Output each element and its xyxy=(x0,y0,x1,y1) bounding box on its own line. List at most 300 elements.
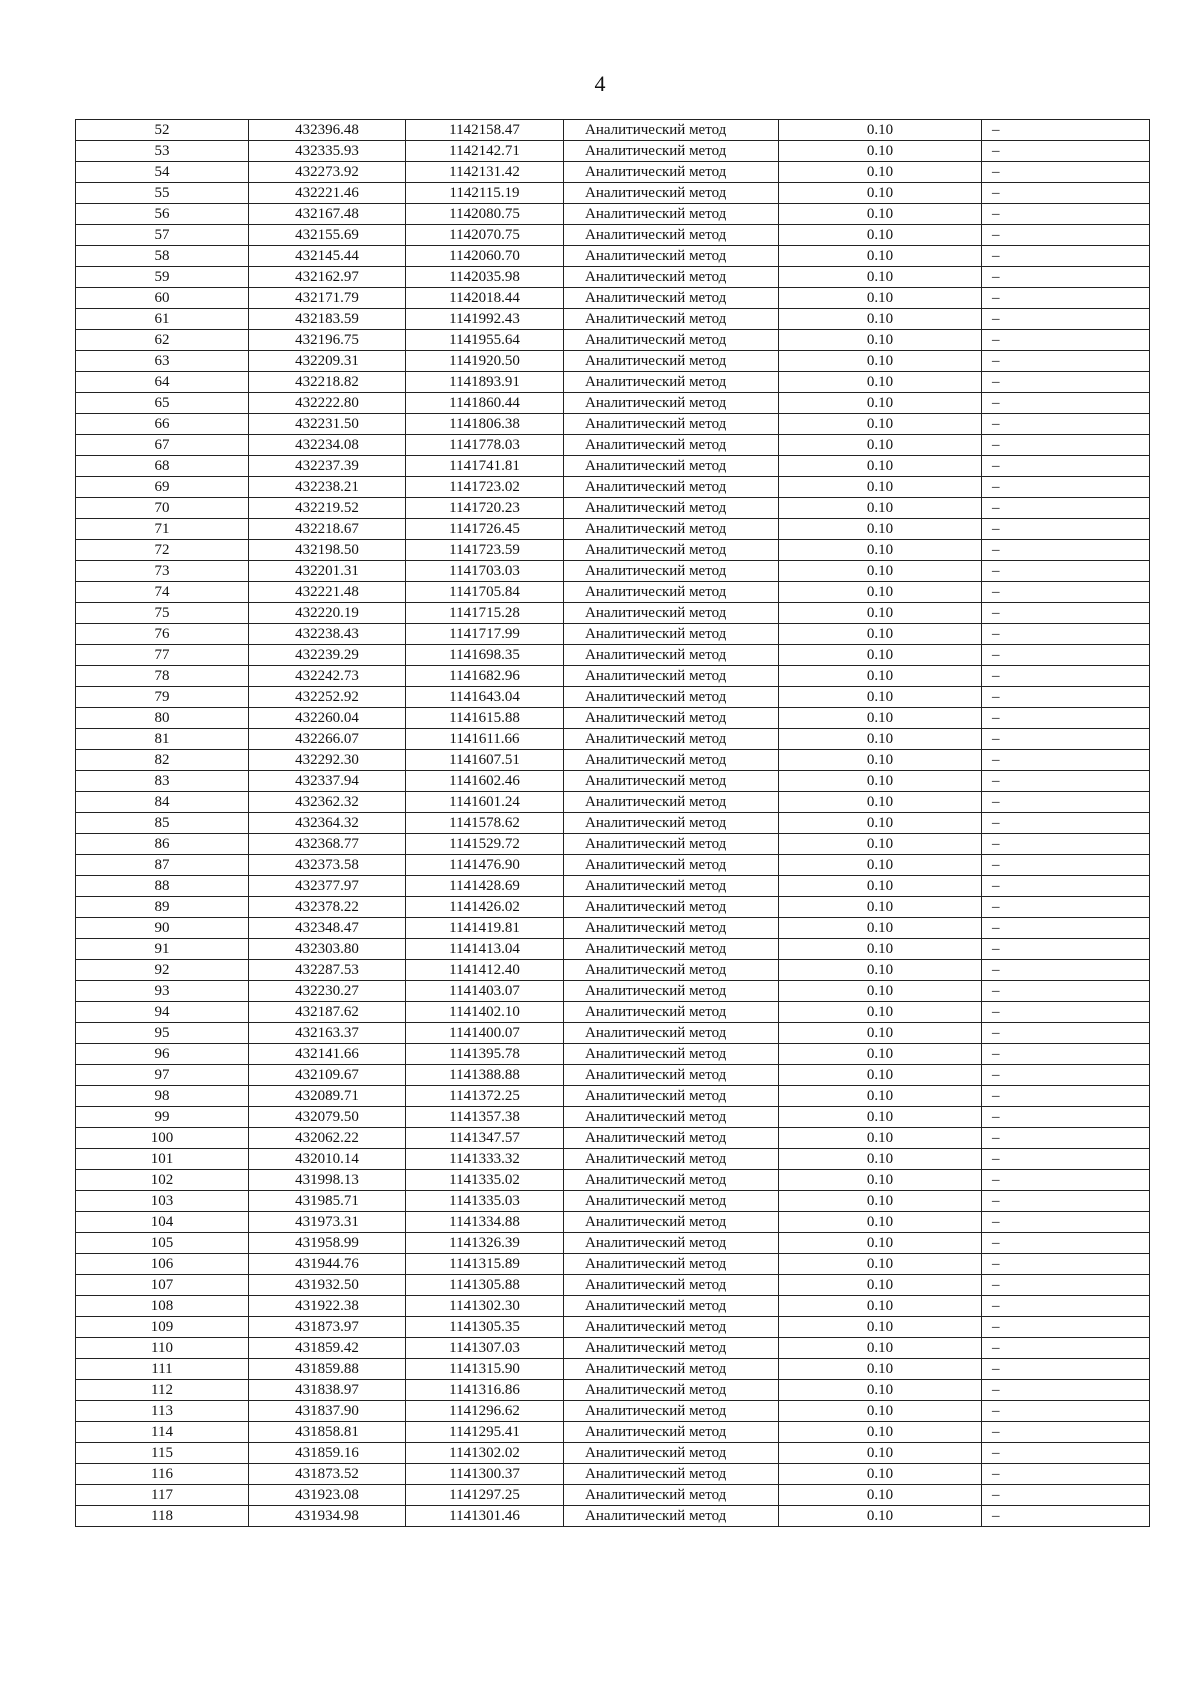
method-cell: Аналитический метод xyxy=(564,1443,779,1464)
method-cell: Аналитический метод xyxy=(564,204,779,225)
x-coordinate-cell: 432335.93 xyxy=(249,141,406,162)
accuracy-cell: 0.10 xyxy=(779,498,982,519)
accuracy-cell: 0.10 xyxy=(779,960,982,981)
x-coordinate-cell: 431985.71 xyxy=(249,1191,406,1212)
note-cell: – xyxy=(982,1212,1150,1233)
method-cell: Аналитический метод xyxy=(564,960,779,981)
method-cell: Аналитический метод xyxy=(564,1317,779,1338)
y-coordinate-cell: 1141302.02 xyxy=(406,1443,564,1464)
y-coordinate-cell: 1141297.25 xyxy=(406,1485,564,1506)
accuracy-cell: 0.10 xyxy=(779,918,982,939)
note-cell: – xyxy=(982,1485,1150,1506)
table-row xyxy=(76,1233,1150,1254)
point-number-cell: 89 xyxy=(76,897,249,918)
point-number-cell: 94 xyxy=(76,1002,249,1023)
point-number-cell: 92 xyxy=(76,960,249,981)
note-cell: – xyxy=(982,1149,1150,1170)
note-cell: – xyxy=(982,981,1150,1002)
note-cell: – xyxy=(982,1233,1150,1254)
method-cell: Аналитический метод xyxy=(564,309,779,330)
point-number-cell: 71 xyxy=(76,519,249,540)
y-coordinate-cell: 1141602.46 xyxy=(406,771,564,792)
x-coordinate-cell: 432337.94 xyxy=(249,771,406,792)
accuracy-cell: 0.10 xyxy=(779,204,982,225)
accuracy-cell: 0.10 xyxy=(779,477,982,498)
table-row xyxy=(76,897,1150,918)
y-coordinate-cell: 1141395.78 xyxy=(406,1044,564,1065)
point-number-cell: 68 xyxy=(76,456,249,477)
x-coordinate-cell: 432377.97 xyxy=(249,876,406,897)
method-cell: Аналитический метод xyxy=(564,666,779,687)
point-number-cell: 72 xyxy=(76,540,249,561)
y-coordinate-cell: 1141388.88 xyxy=(406,1065,564,1086)
point-number-cell: 96 xyxy=(76,1044,249,1065)
y-coordinate-cell: 1141955.64 xyxy=(406,330,564,351)
accuracy-cell: 0.10 xyxy=(779,1086,982,1107)
point-number-cell: 77 xyxy=(76,645,249,666)
note-cell: – xyxy=(982,1065,1150,1086)
point-number-cell: 76 xyxy=(76,624,249,645)
coordinates-table xyxy=(75,119,1150,1527)
point-number-cell: 60 xyxy=(76,288,249,309)
point-number-cell: 84 xyxy=(76,792,249,813)
accuracy-cell: 0.10 xyxy=(779,1422,982,1443)
accuracy-cell: 0.10 xyxy=(779,1254,982,1275)
table-row xyxy=(76,141,1150,162)
y-coordinate-cell: 1141296.62 xyxy=(406,1401,564,1422)
x-coordinate-cell: 432198.50 xyxy=(249,540,406,561)
method-cell: Аналитический метод xyxy=(564,771,779,792)
table-row xyxy=(76,1380,1150,1401)
point-number-cell: 56 xyxy=(76,204,249,225)
point-number-cell: 61 xyxy=(76,309,249,330)
y-coordinate-cell: 1141601.24 xyxy=(406,792,564,813)
coordinates-table-body xyxy=(76,120,1150,1527)
point-number-cell: 66 xyxy=(76,414,249,435)
note-cell: – xyxy=(982,1296,1150,1317)
note-cell: – xyxy=(982,540,1150,561)
note-cell: – xyxy=(982,183,1150,204)
note-cell: – xyxy=(982,645,1150,666)
note-cell: – xyxy=(982,1464,1150,1485)
table-row xyxy=(76,414,1150,435)
point-number-cell: 117 xyxy=(76,1485,249,1506)
y-coordinate-cell: 1142070.75 xyxy=(406,225,564,246)
method-cell: Аналитический метод xyxy=(564,792,779,813)
accuracy-cell: 0.10 xyxy=(779,729,982,750)
note-cell: – xyxy=(982,1317,1150,1338)
y-coordinate-cell: 1142142.71 xyxy=(406,141,564,162)
table-row xyxy=(76,666,1150,687)
accuracy-cell: 0.10 xyxy=(779,981,982,1002)
table-row xyxy=(76,582,1150,603)
x-coordinate-cell: 432145.44 xyxy=(249,246,406,267)
x-coordinate-cell: 431998.13 xyxy=(249,1170,406,1191)
table-row xyxy=(76,372,1150,393)
table-row xyxy=(76,1191,1150,1212)
accuracy-cell: 0.10 xyxy=(779,351,982,372)
note-cell: – xyxy=(982,246,1150,267)
table-row xyxy=(76,1065,1150,1086)
table-row xyxy=(76,393,1150,414)
point-number-cell: 69 xyxy=(76,477,249,498)
accuracy-cell: 0.10 xyxy=(779,393,982,414)
note-cell: – xyxy=(982,1338,1150,1359)
x-coordinate-cell: 432109.67 xyxy=(249,1065,406,1086)
point-number-cell: 74 xyxy=(76,582,249,603)
y-coordinate-cell: 1141428.69 xyxy=(406,876,564,897)
y-coordinate-cell: 1141412.40 xyxy=(406,960,564,981)
x-coordinate-cell: 431932.50 xyxy=(249,1275,406,1296)
point-number-cell: 103 xyxy=(76,1191,249,1212)
point-number-cell: 64 xyxy=(76,372,249,393)
accuracy-cell: 0.10 xyxy=(779,1338,982,1359)
table-row xyxy=(76,1044,1150,1065)
note-cell: – xyxy=(982,834,1150,855)
method-cell: Аналитический метод xyxy=(564,1464,779,1485)
x-coordinate-cell: 432171.79 xyxy=(249,288,406,309)
method-cell: Аналитический метод xyxy=(564,372,779,393)
point-number-cell: 110 xyxy=(76,1338,249,1359)
method-cell: Аналитический метод xyxy=(564,1233,779,1254)
y-coordinate-cell: 1141992.43 xyxy=(406,309,564,330)
point-number-cell: 57 xyxy=(76,225,249,246)
note-cell: – xyxy=(982,666,1150,687)
point-number-cell: 53 xyxy=(76,141,249,162)
method-cell: Аналитический метод xyxy=(564,141,779,162)
accuracy-cell: 0.10 xyxy=(779,330,982,351)
x-coordinate-cell: 432218.82 xyxy=(249,372,406,393)
note-cell: – xyxy=(982,939,1150,960)
accuracy-cell: 0.10 xyxy=(779,1044,982,1065)
table-row xyxy=(76,918,1150,939)
x-coordinate-cell: 432010.14 xyxy=(249,1149,406,1170)
table-row xyxy=(76,1023,1150,1044)
method-cell: Аналитический метод xyxy=(564,1506,779,1527)
y-coordinate-cell: 1141615.88 xyxy=(406,708,564,729)
method-cell: Аналитический метод xyxy=(564,456,779,477)
note-cell: – xyxy=(982,729,1150,750)
y-coordinate-cell: 1141334.88 xyxy=(406,1212,564,1233)
accuracy-cell: 0.10 xyxy=(779,225,982,246)
method-cell: Аналитический метод xyxy=(564,1359,779,1380)
x-coordinate-cell: 432219.52 xyxy=(249,498,406,519)
y-coordinate-cell: 1141715.28 xyxy=(406,603,564,624)
point-number-cell: 102 xyxy=(76,1170,249,1191)
note-cell: – xyxy=(982,456,1150,477)
x-coordinate-cell: 432222.80 xyxy=(249,393,406,414)
table-row xyxy=(76,1149,1150,1170)
y-coordinate-cell: 1141301.46 xyxy=(406,1506,564,1527)
method-cell: Аналитический метод xyxy=(564,435,779,456)
x-coordinate-cell: 432062.22 xyxy=(249,1128,406,1149)
method-cell: Аналитический метод xyxy=(564,162,779,183)
note-cell: – xyxy=(982,1422,1150,1443)
note-cell: – xyxy=(982,204,1150,225)
accuracy-cell: 0.10 xyxy=(779,288,982,309)
accuracy-cell: 0.10 xyxy=(779,561,982,582)
table-row xyxy=(76,1485,1150,1506)
point-number-cell: 86 xyxy=(76,834,249,855)
method-cell: Аналитический метод xyxy=(564,330,779,351)
x-coordinate-cell: 432220.19 xyxy=(249,603,406,624)
accuracy-cell: 0.10 xyxy=(779,120,982,141)
method-cell: Аналитический метод xyxy=(564,876,779,897)
method-cell: Аналитический метод xyxy=(564,813,779,834)
note-cell: – xyxy=(982,1275,1150,1296)
method-cell: Аналитический метод xyxy=(564,1128,779,1149)
y-coordinate-cell: 1141326.39 xyxy=(406,1233,564,1254)
accuracy-cell: 0.10 xyxy=(779,246,982,267)
x-coordinate-cell: 432218.67 xyxy=(249,519,406,540)
y-coordinate-cell: 1141335.03 xyxy=(406,1191,564,1212)
table-row xyxy=(76,876,1150,897)
x-coordinate-cell: 432141.66 xyxy=(249,1044,406,1065)
note-cell: – xyxy=(982,288,1150,309)
accuracy-cell: 0.10 xyxy=(779,939,982,960)
table-row xyxy=(76,498,1150,519)
y-coordinate-cell: 1141305.88 xyxy=(406,1275,564,1296)
y-coordinate-cell: 1141372.25 xyxy=(406,1086,564,1107)
x-coordinate-cell: 432167.48 xyxy=(249,204,406,225)
y-coordinate-cell: 1142080.75 xyxy=(406,204,564,225)
y-coordinate-cell: 1142131.42 xyxy=(406,162,564,183)
accuracy-cell: 0.10 xyxy=(779,750,982,771)
x-coordinate-cell: 431923.08 xyxy=(249,1485,406,1506)
point-number-cell: 118 xyxy=(76,1506,249,1527)
note-cell: – xyxy=(982,792,1150,813)
x-coordinate-cell: 432187.62 xyxy=(249,1002,406,1023)
note-cell: – xyxy=(982,1443,1150,1464)
note-cell: – xyxy=(982,1128,1150,1149)
x-coordinate-cell: 431859.42 xyxy=(249,1338,406,1359)
point-number-cell: 54 xyxy=(76,162,249,183)
method-cell: Аналитический метод xyxy=(564,1191,779,1212)
accuracy-cell: 0.10 xyxy=(779,1170,982,1191)
method-cell: Аналитический метод xyxy=(564,687,779,708)
table-row xyxy=(76,981,1150,1002)
y-coordinate-cell: 1141723.02 xyxy=(406,477,564,498)
x-coordinate-cell: 432079.50 xyxy=(249,1107,406,1128)
x-coordinate-cell: 431934.98 xyxy=(249,1506,406,1527)
x-coordinate-cell: 432089.71 xyxy=(249,1086,406,1107)
table-row xyxy=(76,729,1150,750)
accuracy-cell: 0.10 xyxy=(779,771,982,792)
x-coordinate-cell: 432209.31 xyxy=(249,351,406,372)
point-number-cell: 78 xyxy=(76,666,249,687)
method-cell: Аналитический метод xyxy=(564,351,779,372)
accuracy-cell: 0.10 xyxy=(779,1107,982,1128)
y-coordinate-cell: 1141920.50 xyxy=(406,351,564,372)
y-coordinate-cell: 1141315.89 xyxy=(406,1254,564,1275)
y-coordinate-cell: 1142018.44 xyxy=(406,288,564,309)
method-cell: Аналитический метод xyxy=(564,981,779,1002)
point-number-cell: 99 xyxy=(76,1107,249,1128)
method-cell: Аналитический метод xyxy=(564,1380,779,1401)
y-coordinate-cell: 1142035.98 xyxy=(406,267,564,288)
x-coordinate-cell: 432266.07 xyxy=(249,729,406,750)
note-cell: – xyxy=(982,1359,1150,1380)
method-cell: Аналитический метод xyxy=(564,897,779,918)
method-cell: Аналитический метод xyxy=(564,1023,779,1044)
table-row xyxy=(76,456,1150,477)
point-number-cell: 93 xyxy=(76,981,249,1002)
table-row xyxy=(76,1506,1150,1527)
note-cell: – xyxy=(982,582,1150,603)
x-coordinate-cell: 431837.90 xyxy=(249,1401,406,1422)
note-cell: – xyxy=(982,309,1150,330)
method-cell: Аналитический метод xyxy=(564,834,779,855)
table-row xyxy=(76,1443,1150,1464)
x-coordinate-cell: 432162.97 xyxy=(249,267,406,288)
x-coordinate-cell: 432260.04 xyxy=(249,708,406,729)
point-number-cell: 101 xyxy=(76,1149,249,1170)
accuracy-cell: 0.10 xyxy=(779,1275,982,1296)
note-cell: – xyxy=(982,1401,1150,1422)
y-coordinate-cell: 1141717.99 xyxy=(406,624,564,645)
y-coordinate-cell: 1141643.04 xyxy=(406,687,564,708)
point-number-cell: 111 xyxy=(76,1359,249,1380)
x-coordinate-cell: 431838.97 xyxy=(249,1380,406,1401)
x-coordinate-cell: 431859.88 xyxy=(249,1359,406,1380)
y-coordinate-cell: 1141607.51 xyxy=(406,750,564,771)
point-number-cell: 82 xyxy=(76,750,249,771)
table-row xyxy=(76,1401,1150,1422)
point-number-cell: 85 xyxy=(76,813,249,834)
y-coordinate-cell: 1142115.19 xyxy=(406,183,564,204)
method-cell: Аналитический метод xyxy=(564,1401,779,1422)
method-cell: Аналитический метод xyxy=(564,1338,779,1359)
method-cell: Аналитический метод xyxy=(564,1086,779,1107)
method-cell: Аналитический метод xyxy=(564,1002,779,1023)
accuracy-cell: 0.10 xyxy=(779,1464,982,1485)
note-cell: – xyxy=(982,141,1150,162)
accuracy-cell: 0.10 xyxy=(779,813,982,834)
note-cell: – xyxy=(982,1191,1150,1212)
x-coordinate-cell: 432292.30 xyxy=(249,750,406,771)
x-coordinate-cell: 432221.46 xyxy=(249,183,406,204)
table-row xyxy=(76,204,1150,225)
y-coordinate-cell: 1141419.81 xyxy=(406,918,564,939)
point-number-cell: 114 xyxy=(76,1422,249,1443)
method-cell: Аналитический метод xyxy=(564,477,779,498)
note-cell: – xyxy=(982,1254,1150,1275)
accuracy-cell: 0.10 xyxy=(779,1506,982,1527)
y-coordinate-cell: 1141333.32 xyxy=(406,1149,564,1170)
x-coordinate-cell: 432396.48 xyxy=(249,120,406,141)
note-cell: – xyxy=(982,498,1150,519)
y-coordinate-cell: 1141335.02 xyxy=(406,1170,564,1191)
accuracy-cell: 0.10 xyxy=(779,1296,982,1317)
y-coordinate-cell: 1141860.44 xyxy=(406,393,564,414)
table-row xyxy=(76,1464,1150,1485)
point-number-cell: 62 xyxy=(76,330,249,351)
note-cell: – xyxy=(982,1170,1150,1191)
note-cell: – xyxy=(982,813,1150,834)
table-row xyxy=(76,1422,1150,1443)
table-row xyxy=(76,813,1150,834)
accuracy-cell: 0.10 xyxy=(779,1065,982,1086)
method-cell: Аналитический метод xyxy=(564,1296,779,1317)
note-cell: – xyxy=(982,519,1150,540)
method-cell: Аналитический метод xyxy=(564,1254,779,1275)
table-row xyxy=(76,1212,1150,1233)
note-cell: – xyxy=(982,372,1150,393)
method-cell: Аналитический метод xyxy=(564,288,779,309)
point-number-cell: 81 xyxy=(76,729,249,750)
method-cell: Аналитический метод xyxy=(564,225,779,246)
point-number-cell: 83 xyxy=(76,771,249,792)
point-number-cell: 112 xyxy=(76,1380,249,1401)
table-row xyxy=(76,1359,1150,1380)
method-cell: Аналитический метод xyxy=(564,624,779,645)
note-cell: – xyxy=(982,225,1150,246)
y-coordinate-cell: 1141893.91 xyxy=(406,372,564,393)
accuracy-cell: 0.10 xyxy=(779,519,982,540)
note-cell: – xyxy=(982,687,1150,708)
method-cell: Аналитический метод xyxy=(564,1065,779,1086)
y-coordinate-cell: 1141316.86 xyxy=(406,1380,564,1401)
note-cell: – xyxy=(982,162,1150,183)
x-coordinate-cell: 431922.38 xyxy=(249,1296,406,1317)
method-cell: Аналитический метод xyxy=(564,1107,779,1128)
y-coordinate-cell: 1141357.38 xyxy=(406,1107,564,1128)
note-cell: – xyxy=(982,1380,1150,1401)
x-coordinate-cell: 432348.47 xyxy=(249,918,406,939)
table-row xyxy=(76,1002,1150,1023)
note-cell: – xyxy=(982,1044,1150,1065)
x-coordinate-cell: 432362.32 xyxy=(249,792,406,813)
x-coordinate-cell: 432368.77 xyxy=(249,834,406,855)
point-number-cell: 105 xyxy=(76,1233,249,1254)
method-cell: Аналитический метод xyxy=(564,645,779,666)
table-row xyxy=(76,225,1150,246)
method-cell: Аналитический метод xyxy=(564,393,779,414)
point-number-cell: 58 xyxy=(76,246,249,267)
accuracy-cell: 0.10 xyxy=(779,309,982,330)
method-cell: Аналитический метод xyxy=(564,1149,779,1170)
method-cell: Аналитический метод xyxy=(564,582,779,603)
table-row xyxy=(76,645,1150,666)
note-cell: – xyxy=(982,1023,1150,1044)
note-cell: – xyxy=(982,603,1150,624)
accuracy-cell: 0.10 xyxy=(779,414,982,435)
point-number-cell: 75 xyxy=(76,603,249,624)
y-coordinate-cell: 1141578.62 xyxy=(406,813,564,834)
accuracy-cell: 0.10 xyxy=(779,1002,982,1023)
accuracy-cell: 0.10 xyxy=(779,1191,982,1212)
point-number-cell: 90 xyxy=(76,918,249,939)
method-cell: Аналитический метод xyxy=(564,1044,779,1065)
table-row xyxy=(76,960,1150,981)
y-coordinate-cell: 1141400.07 xyxy=(406,1023,564,1044)
y-coordinate-cell: 1141302.30 xyxy=(406,1296,564,1317)
accuracy-cell: 0.10 xyxy=(779,456,982,477)
point-number-cell: 107 xyxy=(76,1275,249,1296)
accuracy-cell: 0.10 xyxy=(779,141,982,162)
y-coordinate-cell: 1141402.10 xyxy=(406,1002,564,1023)
x-coordinate-cell: 432221.48 xyxy=(249,582,406,603)
accuracy-cell: 0.10 xyxy=(779,666,982,687)
point-number-cell: 70 xyxy=(76,498,249,519)
method-cell: Аналитический метод xyxy=(564,414,779,435)
method-cell: Аналитический метод xyxy=(564,1170,779,1191)
y-coordinate-cell: 1141529.72 xyxy=(406,834,564,855)
point-number-cell: 95 xyxy=(76,1023,249,1044)
x-coordinate-cell: 432239.29 xyxy=(249,645,406,666)
y-coordinate-cell: 1141403.07 xyxy=(406,981,564,1002)
table-row xyxy=(76,1107,1150,1128)
